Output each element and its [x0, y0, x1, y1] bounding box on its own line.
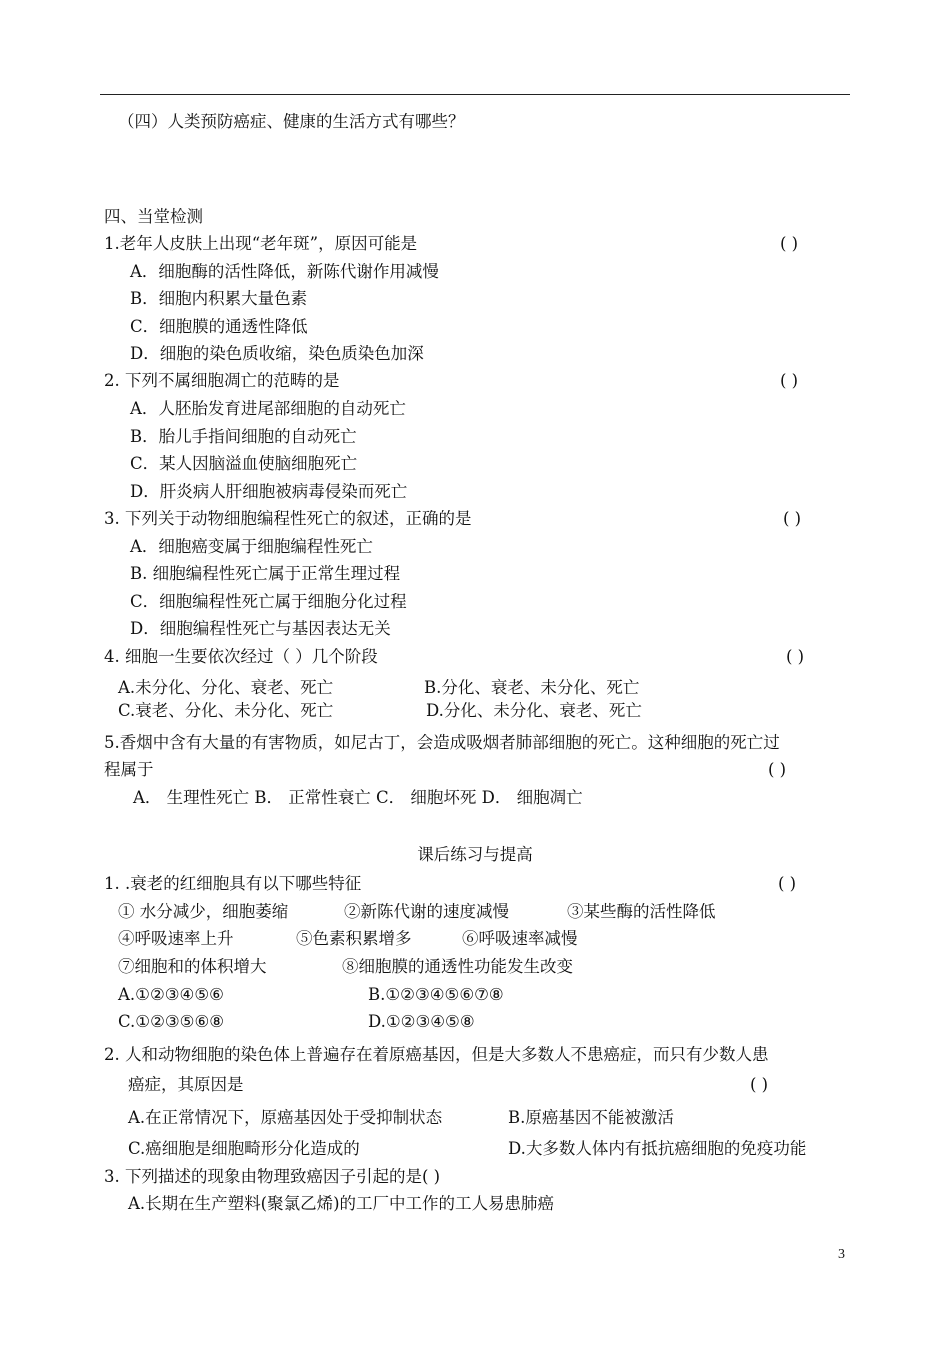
option-d: D.大多数人体内有抵抗癌细胞的免疫功能 — [508, 1139, 807, 1158]
option-a: A．人胚胎发育进尾部细胞的自动死亡 — [130, 399, 406, 418]
question-stem-line2: 程属于 — [104, 760, 154, 779]
option-d: D．细胞编程性死亡与基因表达无关 — [130, 619, 391, 638]
feature-item: ④呼吸速率上升 — [118, 929, 234, 948]
option-a: A.在正常情况下，原癌基因处于受抑制状态 — [128, 1108, 443, 1127]
feature-item: ⑥呼吸速率减慢 — [462, 929, 578, 948]
question-stem-line2: 癌症，其原因是 — [128, 1075, 244, 1094]
option-a: A.未分化、分化、衰老、死亡 — [118, 678, 334, 697]
option-a: A.长期在生产塑料(聚氯乙烯)的工厂中工作的工人易患肺癌 — [128, 1194, 555, 1213]
option-c: C.衰老、分化、未分化、死亡 — [118, 701, 334, 720]
option-c: C．细胞编程性死亡属于细胞分化过程 — [130, 592, 407, 611]
feature-item: ②新陈代谢的速度减慢 — [344, 902, 509, 921]
question-stem-line1: 5.香烟中含有大量的有害物质，如尼古丁，会造成吸烟者肺部细胞的死亡。这种细胞的死亡过 — [104, 733, 780, 752]
question-stem-line1: 2. 人和动物细胞的染色体上普遍存在着原癌基因，但是大多数人不患癌症，而只有少数人患 — [104, 1045, 769, 1064]
option-d: D．细胞的染色质收缩，染色质染色加深 — [130, 344, 424, 363]
option-c: C.①②③⑤⑥⑧ — [118, 1012, 225, 1031]
option-b: B.分化、衰老、未分化、死亡 — [424, 678, 640, 697]
option-c: C．某人因脑溢血使脑细胞死亡 — [130, 454, 358, 473]
option-c: C.癌细胞是细胞畸形分化造成的 — [128, 1139, 360, 1158]
feature-item: ⑦细胞和的体积增大 — [118, 957, 267, 976]
option-a: A．细胞酶的活性降低，新陈代谢作用减慢 — [130, 262, 439, 281]
question-stem: 1.老年人皮肤上出现“老年斑”，原因可能是 — [104, 234, 418, 253]
answer-blank: ( ) — [786, 647, 805, 666]
question-stem: 2. 下列不属细胞凋亡的范畴的是 — [104, 371, 340, 390]
feature-item: ① 水分减少，细胞萎缩 — [118, 902, 289, 921]
question-stem: 3. 下列描述的现象由物理致癌因子引起的是( ) — [104, 1167, 441, 1186]
header-rule — [100, 94, 850, 95]
option-b: B．细胞内积累大量色素 — [130, 289, 308, 308]
question-stem: 4. 细胞一生要依次经过（ ）几个阶段 — [104, 647, 378, 666]
feature-item: ③某些酶的活性降低 — [567, 902, 716, 921]
option-c: C．细胞膜的通透性降低 — [130, 317, 308, 336]
answer-blank: ( ) — [768, 760, 787, 779]
option-d: D.①②③④⑤⑧ — [368, 1012, 475, 1031]
option-b: B.①②③④⑤⑥⑦⑧ — [368, 985, 504, 1004]
feature-item: ⑧细胞膜的通透性功能发生改变 — [342, 957, 573, 976]
answer-blank: ( ) — [750, 1075, 769, 1094]
answer-blank: ( ) — [783, 509, 802, 528]
quiz-heading: 四、当堂检测 — [104, 207, 203, 226]
option-a: A．细胞癌变属于细胞编程性死亡 — [130, 537, 373, 556]
option-d: D.分化、未分化、衰老、死亡 — [426, 701, 642, 720]
after-class-heading: 课后练习与提高 — [417, 845, 533, 864]
answer-blank: ( ) — [780, 371, 799, 390]
section-four-question: （四）人类预防癌症、健康的生活方式有哪些？ — [118, 112, 465, 131]
page-number: 3 — [838, 1247, 845, 1262]
answer-blank: ( ) — [778, 874, 797, 893]
option-b: B. 细胞编程性死亡属于正常生理过程 — [130, 564, 401, 583]
feature-item: ⑤色素积累增多 — [296, 929, 412, 948]
question-stem: 3. 下列关于动物细胞编程性死亡的叙述，正确的是 — [104, 509, 472, 528]
question-stem: 1. .衰老的红细胞具有以下哪些特征 — [104, 874, 362, 893]
option-b: B.原癌基因不能被激活 — [508, 1108, 674, 1127]
option-d: D．肝炎病人肝细胞被病毒侵染而死亡 — [130, 482, 408, 501]
answer-blank: ( ) — [780, 234, 799, 253]
options-row: A． 生理性死亡 B． 正常性衰亡 C． 细胞坏死 D． 细胞凋亡 — [133, 788, 583, 807]
option-b: B．胎儿手指间细胞的自动死亡 — [130, 427, 357, 446]
option-a: A.①②③④⑤⑥ — [118, 985, 224, 1004]
